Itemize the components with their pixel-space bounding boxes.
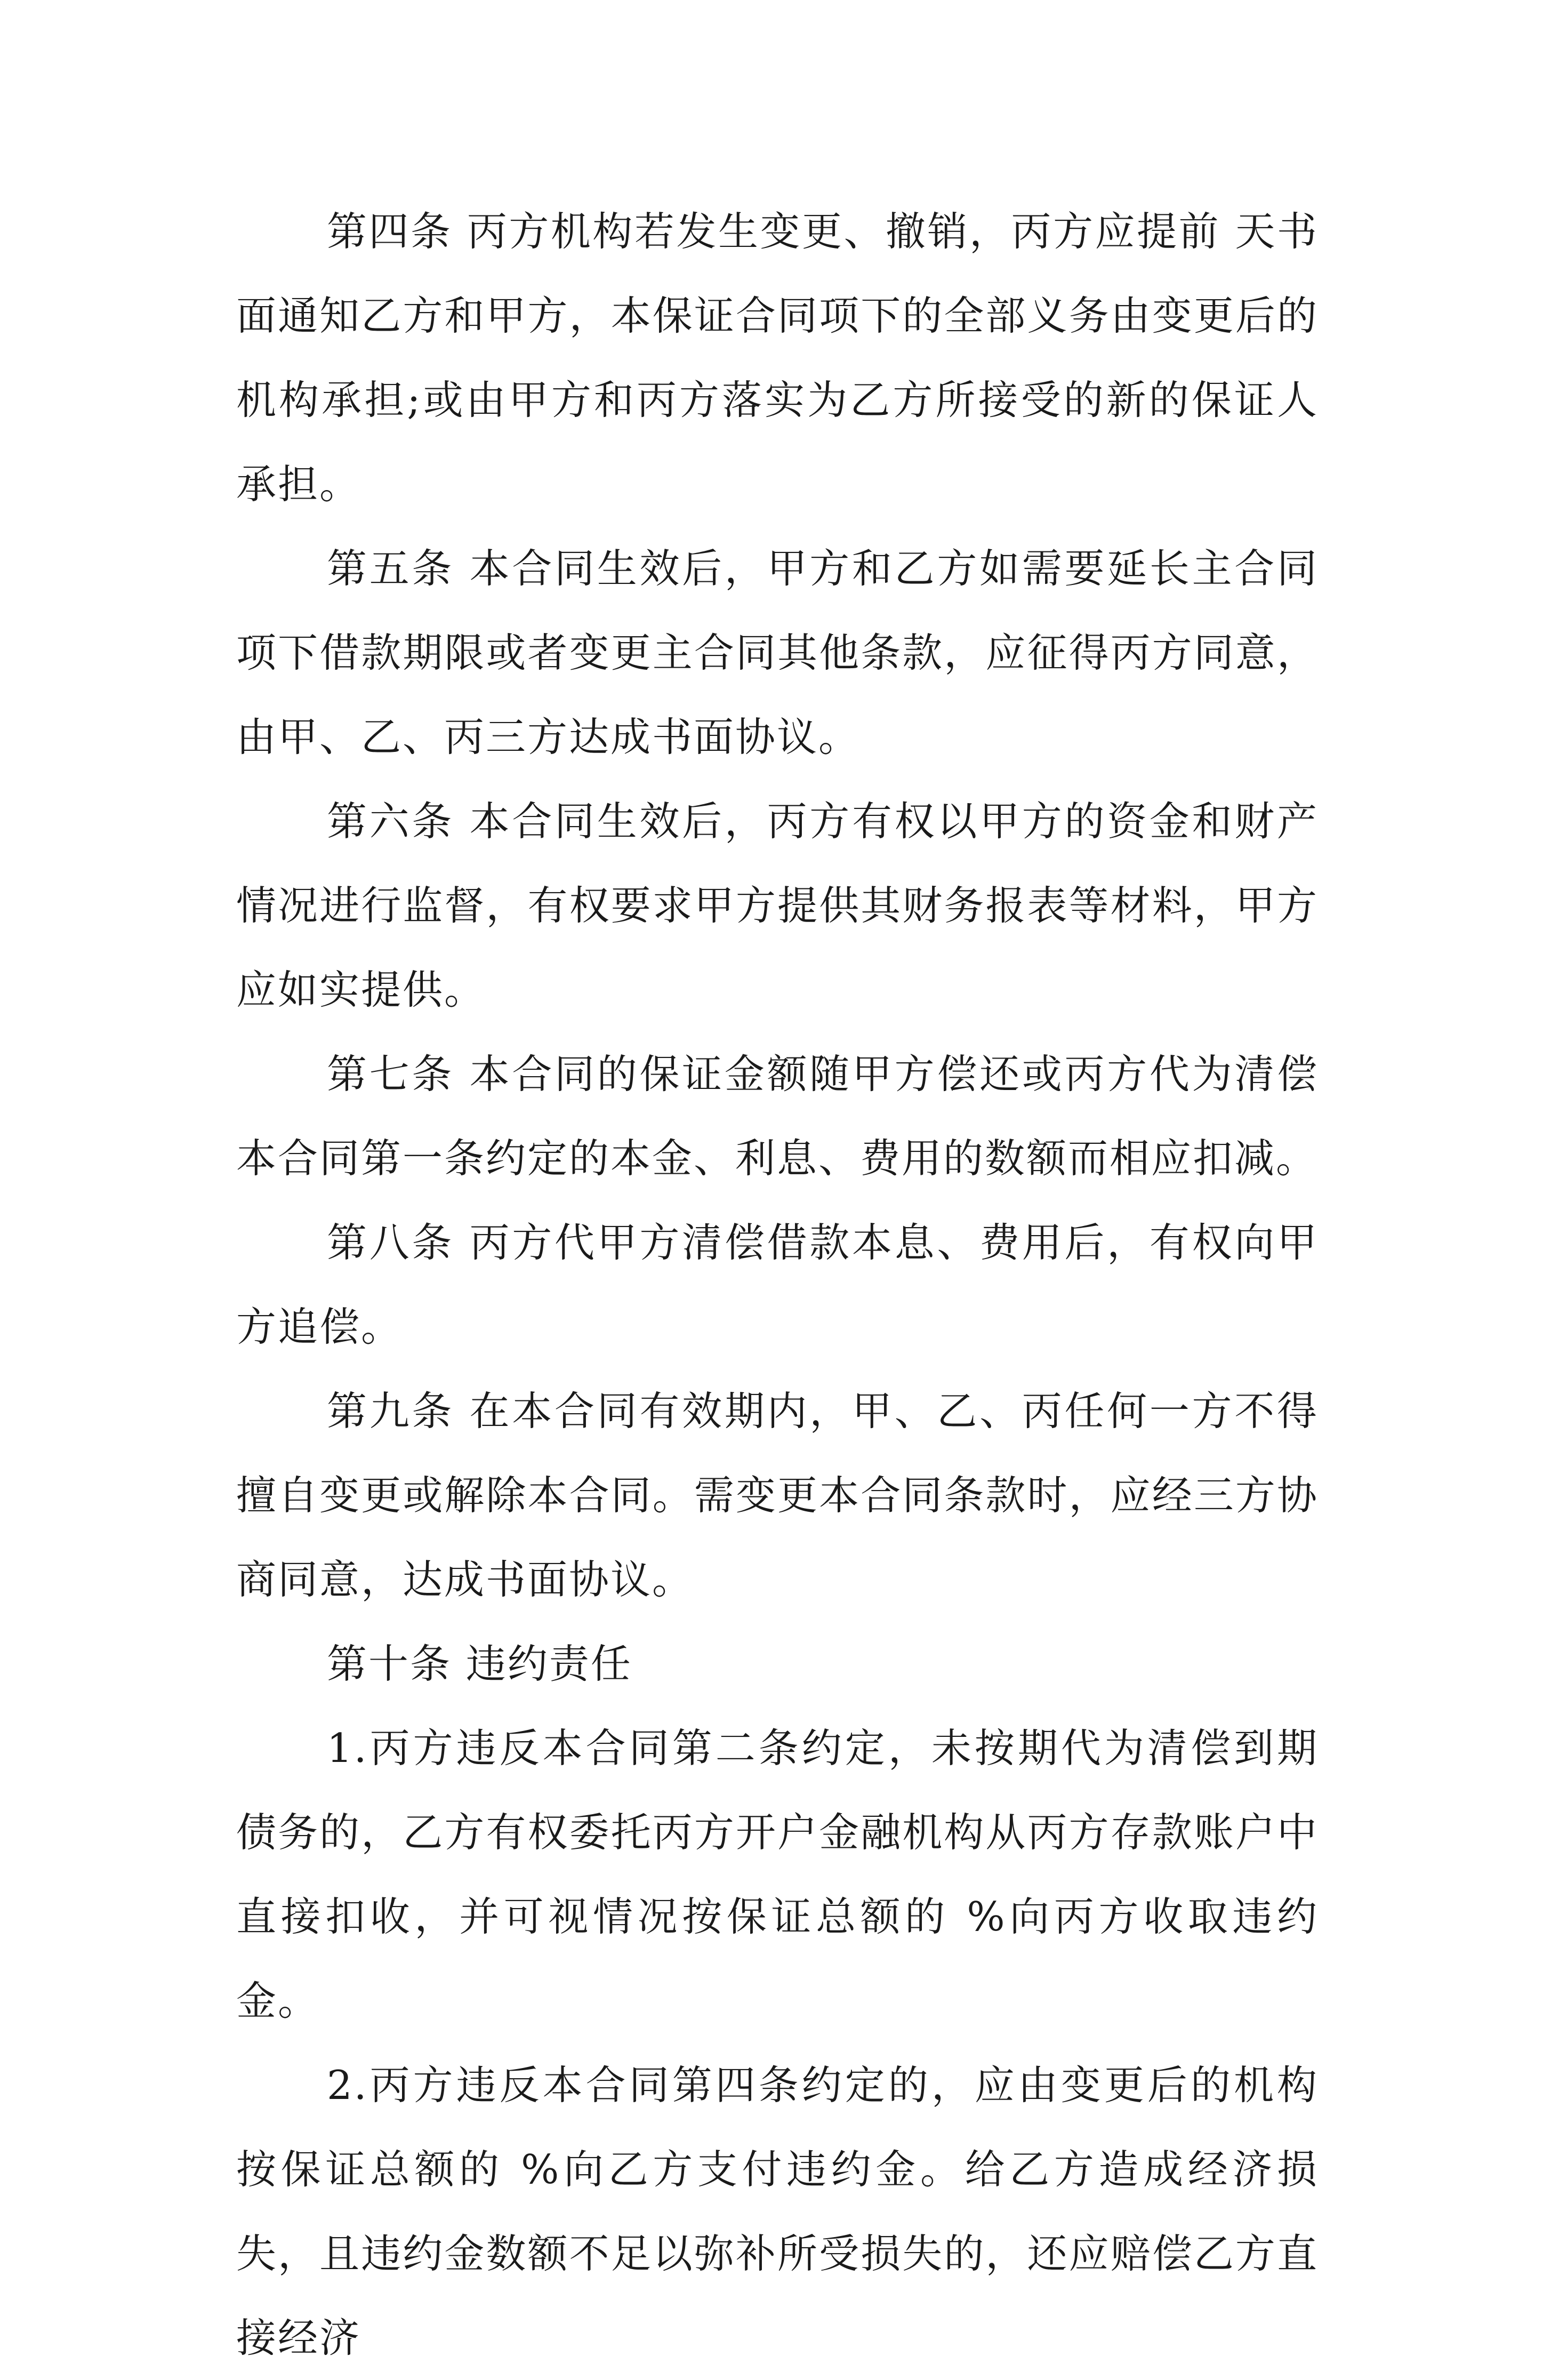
document-body <box>236 189 1319 2380</box>
article-10-clause-2: 2.丙方违反本合同第四条约定的，应由变更后的机构按保证总额的 %向乙方支付违约金。给乙方造成经济损失，且违约金数额不足以弥补所受损失的，还应赔偿乙方直接经济 <box>236 2062 1319 2361</box>
article-4-paragraph: 第四条 丙方机构若发生变更、撤销，丙方应提前 天书面通知乙方和甲方，本保证合同项下的全部义务由变更后的机构承担;或由甲方和丙方落实为乙方所接受的新的保证人承担。 <box>236 208 1319 508</box>
article-8-paragraph: 第八条 丙方代甲方清偿借款本息、费用后，有权向甲方追偿。 <box>236 1219 1319 1350</box>
article-10-heading: 第十条 违约责任 <box>327 1640 632 1687</box>
article-9-paragraph: 第九条 在本合同有效期内，甲、乙、丙任何一方不得擅自变更或解除本合同。需变更本合同条款时，应经三方协商同意，达成书面协议。 <box>236 1388 1319 1603</box>
article-6-paragraph: 第六条 本合同生效后，丙方有权以甲方的资金和财产情况进行监督，有权要求甲方提供其财务报表等材料，甲方应如实提供。 <box>236 798 1319 1013</box>
article-10-clause-1: 1.丙方违反本合同第二条约定，未按期代为清偿到期债务的，乙方有权委托丙方开户金融机构从丙方存款账户中直接扣收，并可视情况按保证总额的 %向丙方收取违约金。 <box>236 1725 1319 2024</box>
article-5-paragraph: 第五条 本合同生效后，甲方和乙方如需要延长主合同项下借款期限或者变更主合同其他条款，应征得丙方同意，由甲、乙、丙三方达成书面协议。 <box>236 545 1319 760</box>
article-7-paragraph: 第七条 本合同的保证金额随甲方偿还或丙方代为清偿本合同第一条约定的本金、利息、费用的数额而相应扣减。 <box>236 1051 1319 1182</box>
